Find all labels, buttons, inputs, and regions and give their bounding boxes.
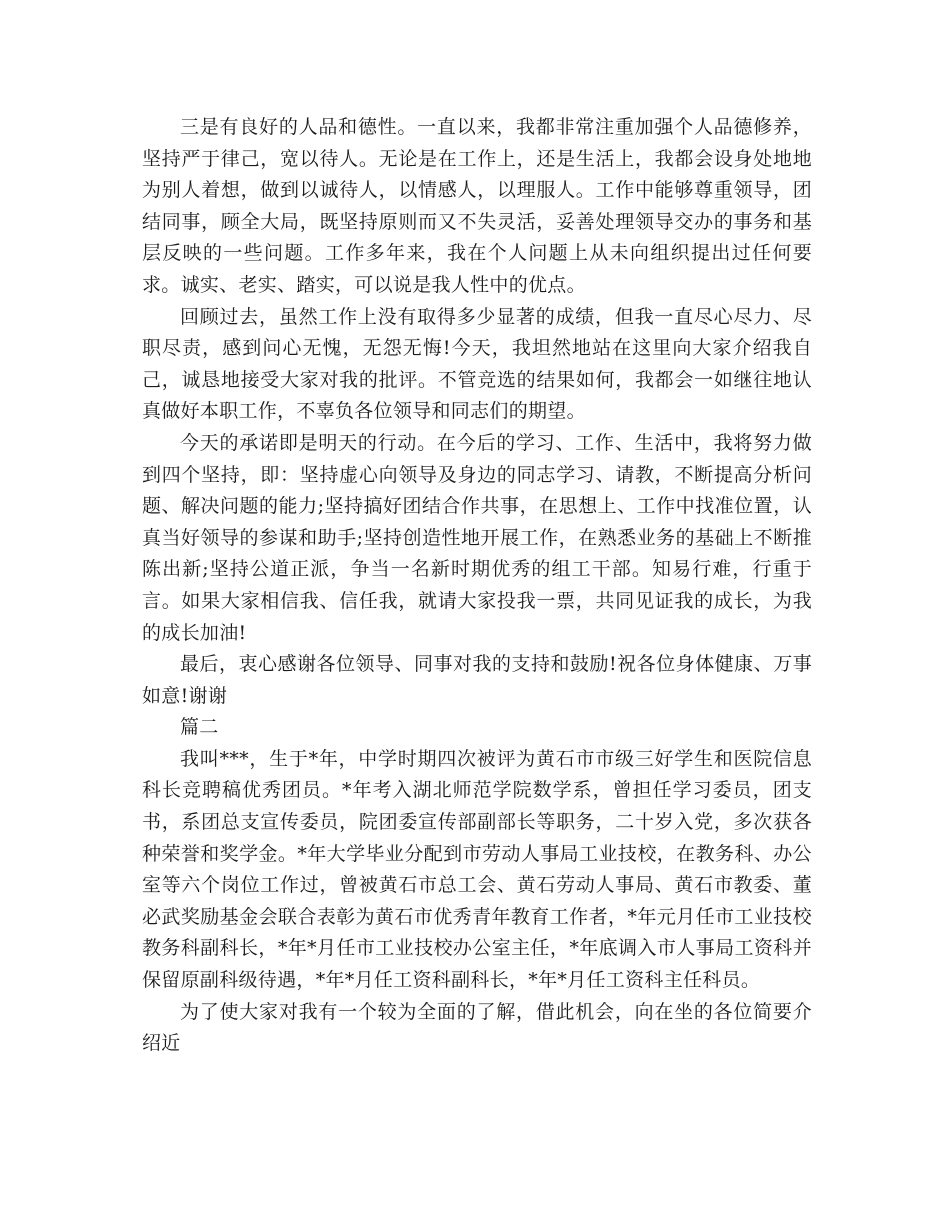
paragraph-introduction: 我叫***，生于*年，中学时期四次被评为黄石市市级三好学生和医院信息科长竞聘稿优秀团员。*年考入湖北师范学院数学系，曾担任学习委员，团支书，系团总支宣传委员，院团委宣传部副部长等职务，二十岁入党，多次获各种荣誉和奖学金。*年大学毕业分配到市劳动人事局工业技校，在教务科、办公室等六个岗位工作过，曾被黄石市总工会、黄石劳动人事局、黄石市教委、董必武奖励基金会联合表彰为黄石市优秀青年教育工作者，*年元月任市工业技校教务科副科长，*年*月任市工业技校办公室主任，*年底调入市人事局工资科并保留原副科级待遇，*年*月任工资科副科长，*年*月任工资科主任科员。 xyxy=(142,747,812,992)
paragraph-commitment: 今天的承诺即是明天的行动。在今后的学习、工作、生活中，我将努力做到四个坚持，即：坚持虚心向领导及身边的同志学习、请教，不断提高分析问题、解决问题的能力;坚持搞好团结合作共事，在思想上、工作中找准位置，认真当好领导的参谋和助手;坚持创造性地开展工作，在熟悉业务的基础上不断推陈出新;坚持公道正派，争当一名新时期优秀的组工干部。知易行难，行重于言。如果大家相信我、信任我，就请大家投我一票，共同见证我的成长，为我的成长加油! xyxy=(142,431,812,644)
paragraph-overview: 为了使大家对我有一个较为全面的了解，借此机会，向在坐的各位简要介绍近 xyxy=(142,1000,812,1055)
paragraph-review: 回顾过去，虽然工作上没有取得多少显著的成绩，但我一直尽心尽力、尽职尽责，感到问心无愧，无怨无悔!今天，我坦然地站在这里向大家介绍我自己，诚恳地接受大家对我的批评。不管竞选的结果如何，我都会一如继往地认真做好本职工作，不辜负各位领导和同志们的期望。 xyxy=(142,305,812,423)
section-heading: 篇二 xyxy=(180,716,219,739)
paragraph-character: 三是有良好的人品和德性。一直以来，我都非常注重加强个人品德修养，坚持严于律己，宽以待人。无论是在工作上，还是生活上，我都会设身处地地为别人着想，做到以诚待人，以情感人，以理服人。工作中能够尊重领导，团结同事，顾全大局，既坚持原则而又不失灵活，妥善处理领导交办的事务和基层反映的一些问题。工作多年来，我在个人问题上从未向组织提出过任何要求。诚实、老实、踏实，可以说是我人性中的优点。 xyxy=(142,116,812,296)
paragraph-closing: 最后，衷心感谢各位领导、同事对我的支持和鼓励!祝各位身体健康、万事如意!谢谢 xyxy=(142,653,812,707)
document-body xyxy=(142,112,812,1060)
